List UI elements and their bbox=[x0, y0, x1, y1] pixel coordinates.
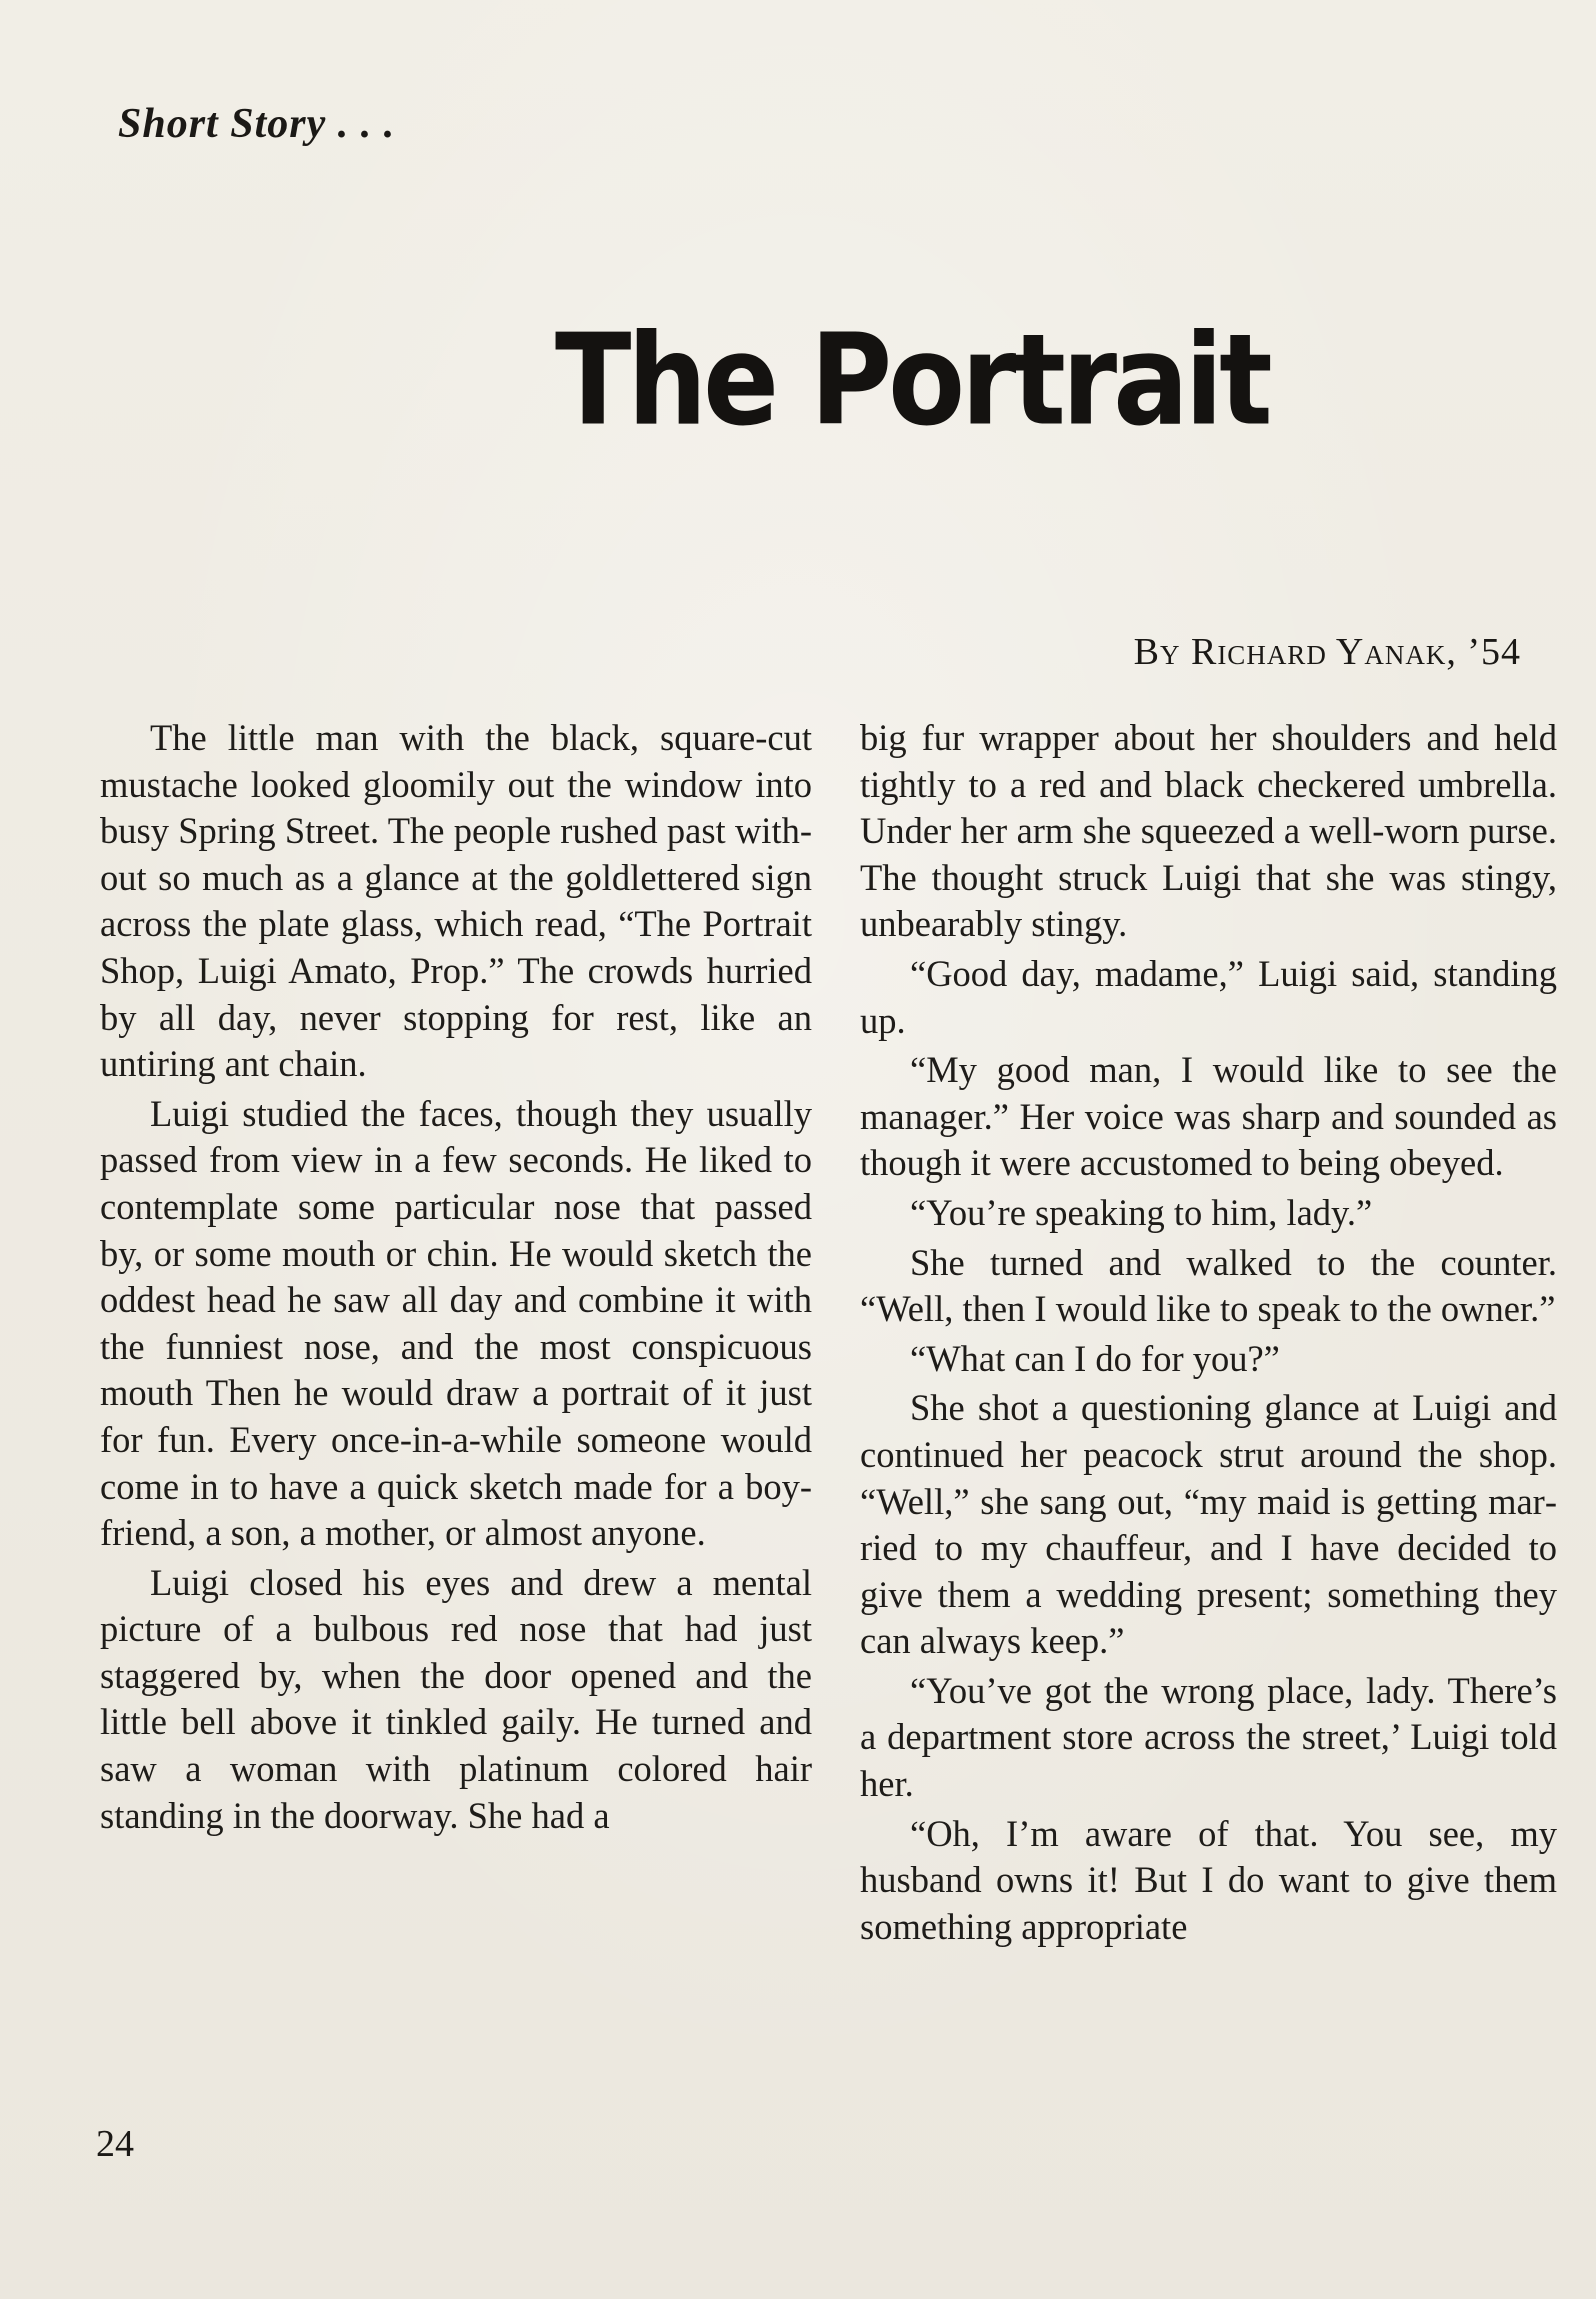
paragraph: Luigi studied the faces, though they usually passed from view in a few seconds. He liked to contemplate some particular nose that passed by, or some mouth or chin. He would sketch the oddest head he saw all day and combine it with the funniest nose, and the most conspicuous mouth Then he would draw a portrait of it just for fun. Every once-in-a-while someone would come in to have a quick sketch made for a boy-friend, a son, a mother, or almost anyone. bbox=[100, 1092, 812, 1554]
paragraph: “Oh, I’m aware of that. You see, my husband owns it! But I do want to give them something appropriate bbox=[860, 1812, 1557, 1947]
section-label: Short Story . . . bbox=[118, 101, 396, 147]
article-byline: By Richard Yanak, ’54 bbox=[1133, 631, 1521, 673]
text-column-left bbox=[100, 715, 812, 1839]
paragraph: “My good man, I would like to see the manager.” Her voice was sharp and sounded as though it were accustomed to being obeyed. bbox=[860, 1049, 1557, 1184]
paragraph: “What can I do for you?” bbox=[910, 1337, 1280, 1379]
paragraph: She shot a questioning glance at Luigi and continued her peacock strut around the shop. “Well,” she sang out, “my maid is getting married to my chauffeur, and I have decided to give them a wedding present; something they can always keep.” bbox=[860, 1387, 1557, 1662]
page-number: 24 bbox=[96, 2123, 134, 2165]
paragraph-continuation: big fur wrapper about her shoulders and held tightly to a red and black checkered umbrella. Under her arm she squeezed a well-worn purse. The thought struck Luigi that she was stingy, unbearably stingy. bbox=[860, 717, 1557, 945]
article-title: The Portrait bbox=[555, 307, 1269, 454]
paragraph: The little man with the black, square-cut mustache looked gloomily out the window into busy Spring Street. The people rushed past without so much as a glance at the goldlettered sign across the plate glass, which read, “The Portrait Shop, Luigi Amato, Prop.” The crowds hurried by all day, never stopping for rest, like an untiring ant chain. bbox=[100, 717, 812, 1085]
paragraph: “You’ve got the wrong place, lady. There’s a department store across the street,’ Luigi told her. bbox=[860, 1669, 1557, 1805]
text-column-right bbox=[860, 715, 1557, 1950]
paragraph: “Good day, madame,” Luigi said, standing up. bbox=[860, 952, 1557, 1041]
paragraph: Luigi closed his eyes and drew a mental picture of a bulbous red nose that had just staggered by, when the door opened and the little bell above it tinkled gaily. He turned and saw a woman with platinum colored hair standing in the doorway. She had a bbox=[100, 1561, 812, 1836]
paragraph: She turned and walked to the counter. “Well, then I would like to speak to the owner.” bbox=[860, 1241, 1557, 1330]
paragraph: “You’re speaking to him, lady.” bbox=[910, 1191, 1373, 1233]
